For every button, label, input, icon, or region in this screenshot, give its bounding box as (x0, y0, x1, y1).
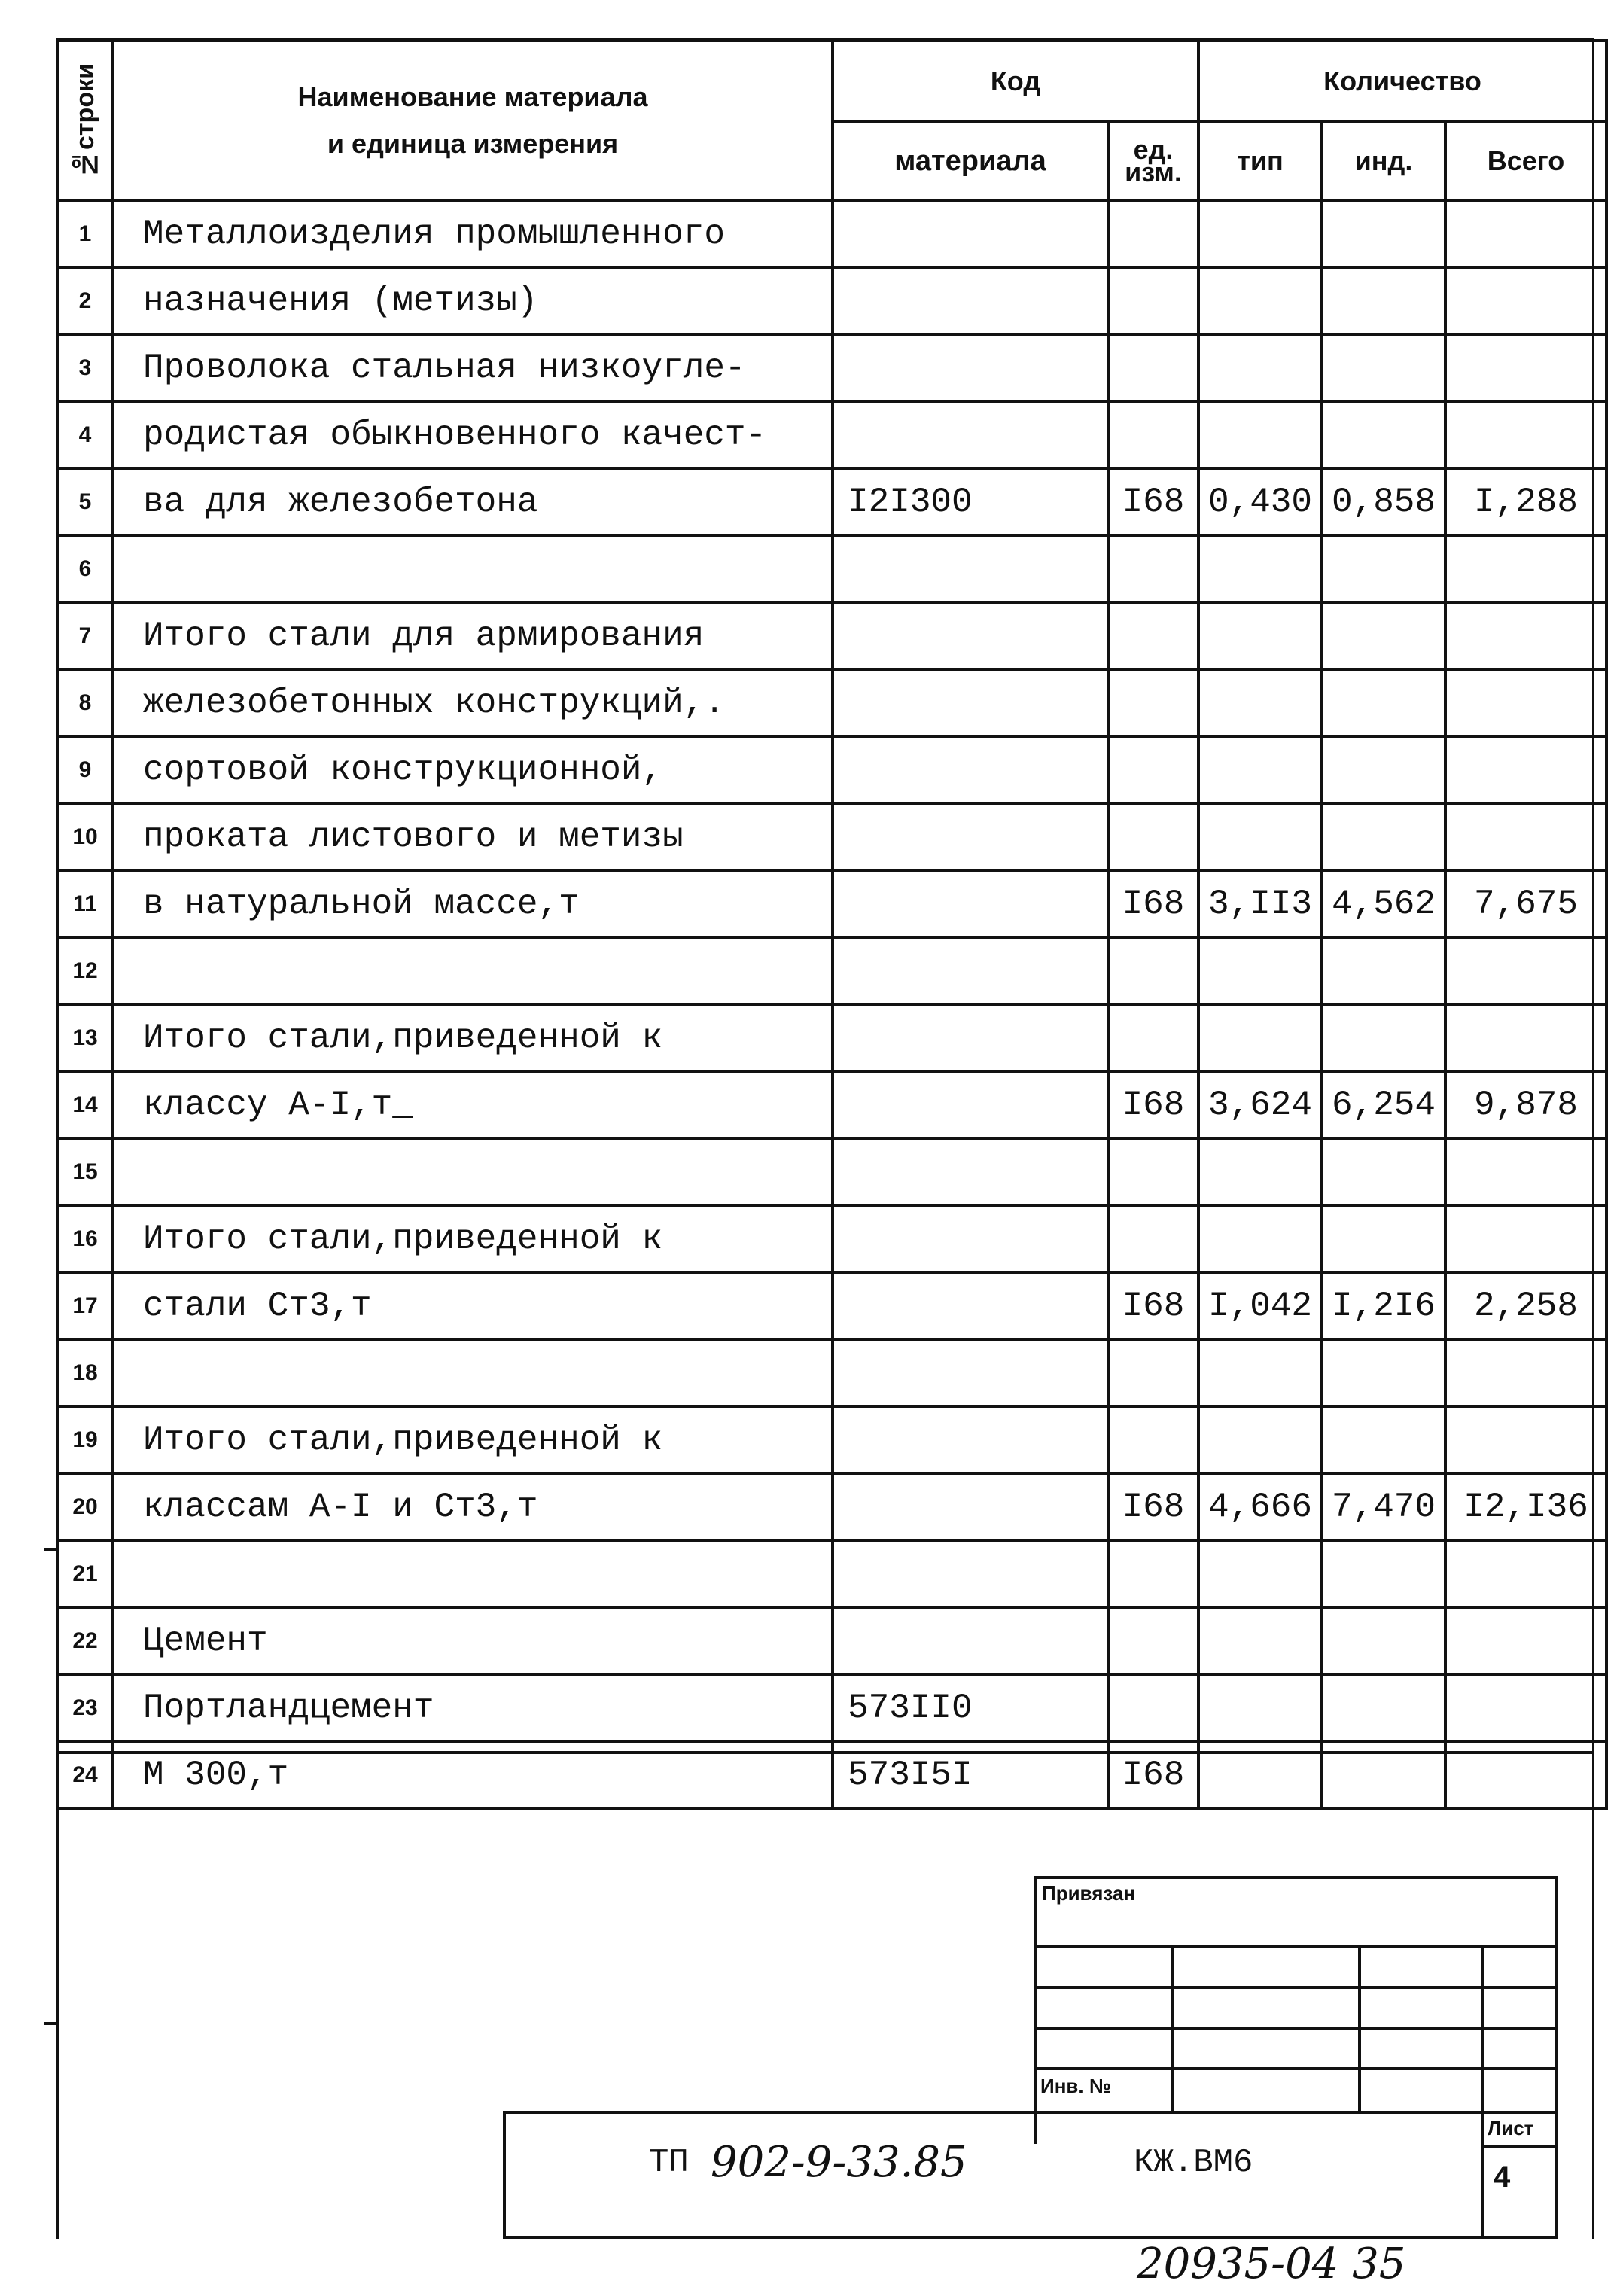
row-number: 18 (57, 1339, 113, 1406)
quantity-ind (1322, 334, 1445, 401)
title-block-divider (1481, 2145, 1558, 2148)
material-name: Итого стали,приведенной к (113, 1205, 833, 1272)
quantity-total: I,288 (1445, 468, 1606, 535)
quantity-total (1445, 401, 1606, 468)
material-code (833, 1406, 1108, 1473)
quantity-total (1445, 1205, 1606, 1272)
quantity-typ (1198, 1004, 1322, 1071)
material-name: в натуральной массе,т (113, 870, 833, 937)
material-code (833, 1071, 1108, 1138)
row-number: 11 (57, 870, 113, 937)
quantity-typ (1198, 602, 1322, 669)
material-code (833, 602, 1108, 669)
table-row (57, 1272, 1606, 1339)
material-name: Итого стали,приведенной к (113, 1004, 833, 1071)
quantity-total (1445, 1138, 1606, 1205)
quantity-typ (1198, 1607, 1322, 1674)
quantity-ind (1322, 401, 1445, 468)
stamp-rule (1034, 2027, 1558, 2030)
row-number: 15 (57, 1138, 113, 1205)
material-name (113, 937, 833, 1004)
row-number: 8 (57, 669, 113, 736)
table-row (57, 200, 1606, 267)
material-code (833, 1138, 1108, 1205)
quantity-typ (1198, 1406, 1322, 1473)
material-name-header-line1: Наименование материала (297, 81, 648, 112)
material-code (833, 736, 1108, 803)
sheet-number: 4 (1494, 2160, 1511, 2194)
unit-code: I68 (1108, 468, 1198, 535)
table-row (57, 870, 1606, 937)
material-name-header-line2: и единица измерения (327, 128, 619, 159)
table-row (57, 468, 1606, 535)
stamp-rule (1034, 1986, 1558, 1989)
quantity-ind (1322, 1138, 1445, 1205)
quantity-ind (1322, 200, 1445, 267)
table-row (57, 803, 1606, 870)
row-number: 2 (57, 267, 113, 334)
unit-code (1108, 736, 1198, 803)
row-number: 3 (57, 334, 113, 401)
table-row (57, 1406, 1606, 1473)
quantity-total: 7,675 (1445, 870, 1606, 937)
unit-code (1108, 401, 1198, 468)
table-bottom-rule (56, 1751, 1594, 1754)
quantity-total (1445, 1674, 1606, 1741)
title-block-divider (1481, 2111, 1484, 2239)
unit-code (1108, 1607, 1198, 1674)
row-number: 23 (57, 1674, 113, 1741)
table-row (57, 267, 1606, 334)
quantity-ind (1322, 535, 1445, 602)
material-code (833, 535, 1108, 602)
quantity-total (1445, 1540, 1606, 1607)
quantity-typ (1198, 200, 1322, 267)
material-code (833, 803, 1108, 870)
quantity-ind: 6,254 (1322, 1071, 1445, 1138)
quantity-ind (1322, 1339, 1445, 1406)
quantity-ind (1322, 1004, 1445, 1071)
unit-code-header: ед. изм. (1108, 122, 1198, 200)
stamp-divider (1171, 1945, 1174, 2111)
unit-code: I68 (1108, 1272, 1198, 1339)
materials-table (56, 39, 1608, 1810)
material-name: Итого стали,приведенной к (113, 1406, 833, 1473)
stamp-rule (1034, 2067, 1558, 2070)
unit-code (1108, 803, 1198, 870)
material-name: классам А-I и Ст3,т (113, 1473, 833, 1540)
unit-code (1108, 1205, 1198, 1272)
material-name (113, 1339, 833, 1406)
material-name (113, 1138, 833, 1205)
quantity-total (1445, 1607, 1606, 1674)
material-name: Цемент (113, 1607, 833, 1674)
quantity-typ (1198, 1138, 1322, 1205)
table-row (57, 334, 1606, 401)
quantity-total (1445, 1004, 1606, 1071)
unit-code (1108, 535, 1198, 602)
stamp-divider (1358, 1945, 1361, 2111)
material-code (833, 1607, 1108, 1674)
row-number: 19 (57, 1406, 113, 1473)
table-row (57, 401, 1606, 468)
approval-stamp (1034, 1876, 1558, 2144)
unit-code (1108, 1674, 1198, 1741)
material-code (833, 1004, 1108, 1071)
material-name: Итого стали для армирования (113, 602, 833, 669)
quantity-typ: 4,666 (1198, 1473, 1322, 1540)
table-row (57, 1607, 1606, 1674)
row-number-header (57, 41, 113, 200)
stamp-rule (1034, 1945, 1558, 1948)
sheet-label: Лист (1488, 2117, 1534, 2139)
quantity-typ: 3,624 (1198, 1071, 1322, 1138)
unit-code (1108, 1004, 1198, 1071)
material-name: М 300,т (113, 1741, 833, 1808)
quantity-typ (1198, 1674, 1322, 1741)
quantity-typ (1198, 267, 1322, 334)
row-number: 13 (57, 1004, 113, 1071)
quantity-typ (1198, 1205, 1322, 1272)
material-name: классу А-I,т_ (113, 1071, 833, 1138)
quantity-ind (1322, 1674, 1445, 1741)
inventory-number-label: Инв. № (1040, 2075, 1111, 2097)
row-number: 5 (57, 468, 113, 535)
unit-code (1108, 1339, 1198, 1406)
material-code (833, 937, 1108, 1004)
unit-code (1108, 1406, 1198, 1473)
quantity-typ (1198, 736, 1322, 803)
unit-code (1108, 334, 1198, 401)
material-name: железобетонных конструкций,. (113, 669, 833, 736)
unit-code (1108, 200, 1198, 267)
material-code (833, 1339, 1108, 1406)
material-code (833, 334, 1108, 401)
materials-table-body (57, 200, 1606, 1808)
material-name: Портландцемент (113, 1674, 833, 1741)
quantity-typ (1198, 937, 1322, 1004)
row-number: 7 (57, 602, 113, 669)
quantity-ind (1322, 1406, 1445, 1473)
material-name: ва для железобетона (113, 468, 833, 535)
material-name: стали Ст3,т (113, 1272, 833, 1339)
material-code (833, 1205, 1108, 1272)
unit-code: I68 (1108, 1741, 1198, 1808)
material-code (833, 870, 1108, 937)
archive-number: 20935-04 35 (1137, 2240, 1406, 2288)
document-number: 902-9-33.85 (711, 2138, 967, 2187)
row-number: 21 (57, 1540, 113, 1607)
unit-code (1108, 1540, 1198, 1607)
quantity-typ (1198, 1540, 1322, 1607)
material-name: родистая обыкновенного качест- (113, 401, 833, 468)
table-row (57, 1339, 1606, 1406)
table-row (57, 736, 1606, 803)
quantity-total: 9,878 (1445, 1071, 1606, 1138)
table-row (57, 602, 1606, 669)
table-row (57, 1138, 1606, 1205)
quantity-total: 2,258 (1445, 1272, 1606, 1339)
row-number: 22 (57, 1607, 113, 1674)
table-row (57, 1004, 1606, 1071)
material-code (833, 1272, 1108, 1339)
quantity-total (1445, 267, 1606, 334)
stamp-divider (1481, 1945, 1484, 2111)
unit-code: I68 (1108, 1071, 1198, 1138)
row-number: 9 (57, 736, 113, 803)
quantity-header: Количество (1198, 41, 1606, 122)
material-code (833, 267, 1108, 334)
quantity-typ (1198, 803, 1322, 870)
margin-tick-mark (44, 2022, 59, 2025)
material-code (833, 401, 1108, 468)
table-row (57, 669, 1606, 736)
quantity-ind-header: инд. (1322, 122, 1445, 200)
quantity-total (1445, 736, 1606, 803)
quantity-ind: I,2I6 (1322, 1272, 1445, 1339)
quantity-ind (1322, 1540, 1445, 1607)
document-code-prefix: ТП (649, 2144, 689, 2182)
material-code: 573II0 (833, 1674, 1108, 1741)
quantity-total (1445, 1339, 1606, 1406)
quantity-total (1445, 602, 1606, 669)
unit-code (1108, 669, 1198, 736)
quantity-total (1445, 334, 1606, 401)
table-row (57, 937, 1606, 1004)
material-name: Металлоизделия промышленного (113, 200, 833, 267)
quantity-ind: 4,562 (1322, 870, 1445, 937)
document-mark: КЖ.ВМ6 (1134, 2144, 1253, 2182)
quantity-total (1445, 669, 1606, 736)
row-number: 10 (57, 803, 113, 870)
quantity-ind (1322, 669, 1445, 736)
quantity-typ (1198, 334, 1322, 401)
table-row (57, 535, 1606, 602)
quantity-typ: I,042 (1198, 1272, 1322, 1339)
material-name: сортовой конструкционной, (113, 736, 833, 803)
quantity-total (1445, 803, 1606, 870)
table-row (57, 1674, 1606, 1741)
quantity-typ (1198, 401, 1322, 468)
quantity-ind (1322, 267, 1445, 334)
unit-code (1108, 267, 1198, 334)
quantity-total (1445, 535, 1606, 602)
quantity-typ (1198, 669, 1322, 736)
quantity-ind (1322, 803, 1445, 870)
quantity-ind (1322, 736, 1445, 803)
row-number: 16 (57, 1205, 113, 1272)
material-code (833, 200, 1108, 267)
material-name: проката листового и метизы (113, 803, 833, 870)
table-row (57, 1071, 1606, 1138)
quantity-ind (1322, 937, 1445, 1004)
row-number: 6 (57, 535, 113, 602)
quantity-typ (1198, 1339, 1322, 1406)
quantity-typ: 0,430 (1198, 468, 1322, 535)
row-number: 1 (57, 200, 113, 267)
material-code-header: материала (833, 122, 1108, 200)
material-code (833, 1473, 1108, 1540)
row-number-header-label: №строки (71, 62, 99, 178)
unit-code: I68 (1108, 870, 1198, 937)
material-name-header (113, 41, 833, 200)
material-name (113, 535, 833, 602)
material-code (833, 669, 1108, 736)
quantity-ind: 0,858 (1322, 468, 1445, 535)
quantity-total (1445, 937, 1606, 1004)
quantity-total-header: Всего (1445, 122, 1606, 200)
quantity-ind (1322, 1607, 1445, 1674)
unit-code (1108, 937, 1198, 1004)
quantity-total (1445, 1406, 1606, 1473)
quantity-ind: 7,470 (1322, 1473, 1445, 1540)
material-name (113, 1540, 833, 1607)
material-name: Проволока стальная низкоугле- (113, 334, 833, 401)
row-number: 20 (57, 1473, 113, 1540)
quantity-ind (1322, 602, 1445, 669)
quantity-typ-header: тип (1198, 122, 1322, 200)
material-code (833, 1540, 1108, 1607)
quantity-typ: 3,II3 (1198, 870, 1322, 937)
row-number: 17 (57, 1272, 113, 1339)
code-header: Код (833, 41, 1198, 122)
table-row (57, 1473, 1606, 1540)
quantity-total (1445, 200, 1606, 267)
quantity-ind (1322, 1205, 1445, 1272)
row-number: 24 (57, 1741, 113, 1808)
quantity-typ (1198, 535, 1322, 602)
unit-code: I68 (1108, 1473, 1198, 1540)
table-row (57, 1205, 1606, 1272)
material-name: назначения (метизы) (113, 267, 833, 334)
quantity-total: I2,I36 (1445, 1473, 1606, 1540)
unit-code (1108, 1138, 1198, 1205)
row-number: 12 (57, 937, 113, 1004)
table-row (57, 1540, 1606, 1607)
unit-code (1108, 602, 1198, 669)
margin-tick-mark (44, 1548, 59, 1551)
material-code: 573I5I (833, 1741, 1108, 1808)
bound-label: Привязан (1042, 1882, 1136, 1905)
material-code: I2I300 (833, 468, 1108, 535)
row-number: 4 (57, 401, 113, 468)
row-number: 14 (57, 1071, 113, 1138)
